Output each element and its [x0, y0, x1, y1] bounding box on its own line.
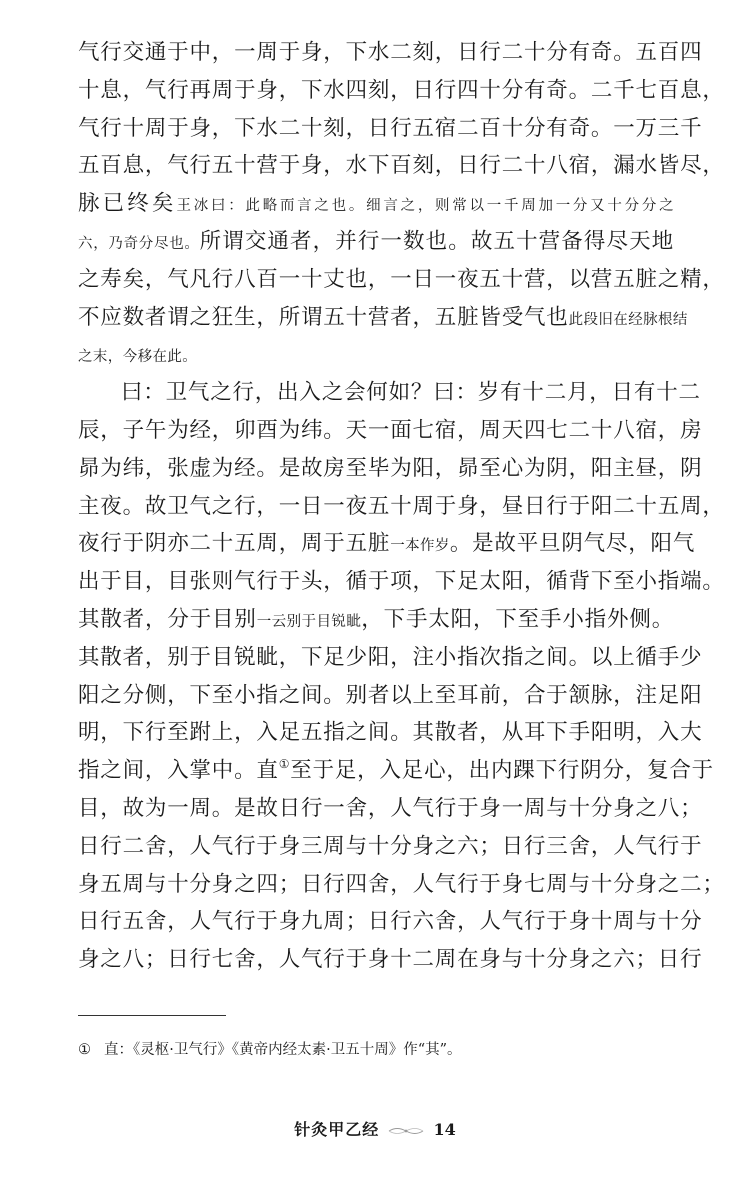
line-text: 出于目，目张则气行于头，循于项，下足太阳，循背下至小指端。 [78, 569, 725, 595]
text-line [78, 147, 725, 185]
commentary-note: 一本作岁 [390, 538, 450, 555]
page-footer [0, 1120, 750, 1140]
commentary-note: 一云别于目锐眦 [256, 613, 362, 630]
line-text: 阳之分侧，下至小指之间。别者以上至耳前，合于颔脉，注足阳 [78, 682, 703, 708]
text-line [78, 412, 703, 450]
line-text: 辰，子午为经，卯酉为纬。天一面七宿，周天四七二十八宿，房 [78, 417, 703, 443]
text-line [78, 185, 674, 223]
line-text: 身五周与十分身之四；日行四舍，人气行于身七周与十分身之二； [78, 871, 725, 897]
text-line [78, 752, 714, 790]
line-text: 主夜。故卫气之行，一日一夜五十周于身，昼日行于阳二十五周， [78, 493, 725, 519]
text-line [78, 34, 703, 72]
footnote [78, 1040, 678, 1060]
line-text: 昴为纬，张虚为经。是故房至毕为阳，昴至心为阴，阳主昼，阴 [78, 455, 703, 481]
footnote-divider [78, 1015, 226, 1016]
ornament-icon [388, 1126, 424, 1136]
line-text: 日行二舍，人气行于身三周与十分身之六；日行三舍，人气行于 [78, 833, 703, 859]
line-text: 十息，气行再周于身，下水四刻，日行四十分有奇。二千七百息， [78, 77, 725, 103]
text-line [78, 336, 674, 374]
page-number: 14 [433, 1120, 456, 1139]
text-line [78, 563, 725, 601]
text-line [78, 866, 725, 904]
text-line [78, 525, 696, 563]
text-line [78, 110, 703, 148]
line-text: 日行五舍，人气行于身九周；日行六舍，人气行于身十周与十分 [78, 909, 703, 935]
text-line [78, 639, 703, 677]
text-line [78, 828, 703, 866]
text-line [78, 72, 725, 110]
text-line [78, 450, 703, 488]
line-text: 其散者，分于目别 [78, 606, 257, 632]
line-text: 目，故为一周。是故日行一舍，人气行于身一周与十分身之八； [78, 795, 703, 821]
commentary-note: 六，乃奇分尽也。 [78, 235, 200, 252]
line-text: 明，下行至跗上，入足五指之间。其散者，从耳下手阳明，入大 [78, 720, 703, 746]
line-text: 气行十周于身，下水二十刻，日行五宿二百十分有奇。一万三千 [78, 115, 703, 141]
running-title: 针灸甲乙经 [294, 1120, 380, 1139]
line-text: 曰：卫气之行，出入之会何如？曰：岁有十二月，日有十二 [121, 380, 701, 406]
commentary-note: 王冰曰：此略而言之也。细言之，则常以一千周加一分又十分分之 [176, 198, 674, 215]
main-text [78, 34, 725, 979]
paragraph-start-line [78, 374, 701, 412]
footnote-reference[interactable]: ① [278, 757, 291, 772]
text-line [78, 488, 725, 526]
commentary-note: 此段旧在经脉根结 [568, 311, 688, 328]
line-text: 不应数者谓之狂生，所谓五十营者，五脏皆受气也 [78, 304, 569, 330]
text-line [78, 261, 725, 299]
line-text: 五百息，气行五十营于身，水下百刻，日行二十八宿，漏水皆尽， [78, 153, 725, 179]
line-text: 气行交通于中，一周于身，下水二刻，日行二十分有奇。五百四 [78, 40, 703, 65]
footnote-marker: ① [78, 1042, 91, 1058]
line-text: 之寿矣，气凡行八百一十丈也，一日一夜五十营，以营五脏之精， [78, 266, 725, 292]
line-text: 指之间，入掌中。直 [78, 758, 279, 784]
line-text: 。是故平旦阴气尽，阳气 [449, 531, 696, 557]
text-line [78, 714, 703, 752]
line-text: ，下手太阳，下至手小指外侧。 [361, 606, 674, 632]
text-line [78, 223, 674, 261]
text-line [78, 299, 688, 337]
text-line [78, 903, 703, 941]
text-line [78, 601, 674, 639]
text-line [78, 790, 703, 828]
commentary-note: 之末，今移在此。 [78, 349, 198, 366]
line-text: 其散者，别于目锐眦，下足少阳，注小指次指之间。以上循手少 [78, 644, 703, 670]
footnote-text: 直：《灵枢·卫气行》《黄帝内经太素·卫五十周》作“其”。 [104, 1042, 462, 1058]
line-text: 身之八；日行七舍，人气行于身十二周在身与十分身之六；日行 [78, 947, 703, 973]
line-text: 脉已终矣 [78, 191, 177, 217]
text-line [78, 677, 703, 715]
text-line [78, 941, 703, 979]
line-text: 至于足，入足心，出内踝下行阴分，复合于 [290, 758, 714, 784]
line-text: 夜行于阴亦二十五周，周于五脏 [78, 531, 391, 557]
line-text: 所谓交通者，并行一数也。故五十营备得尽天地 [199, 228, 674, 254]
